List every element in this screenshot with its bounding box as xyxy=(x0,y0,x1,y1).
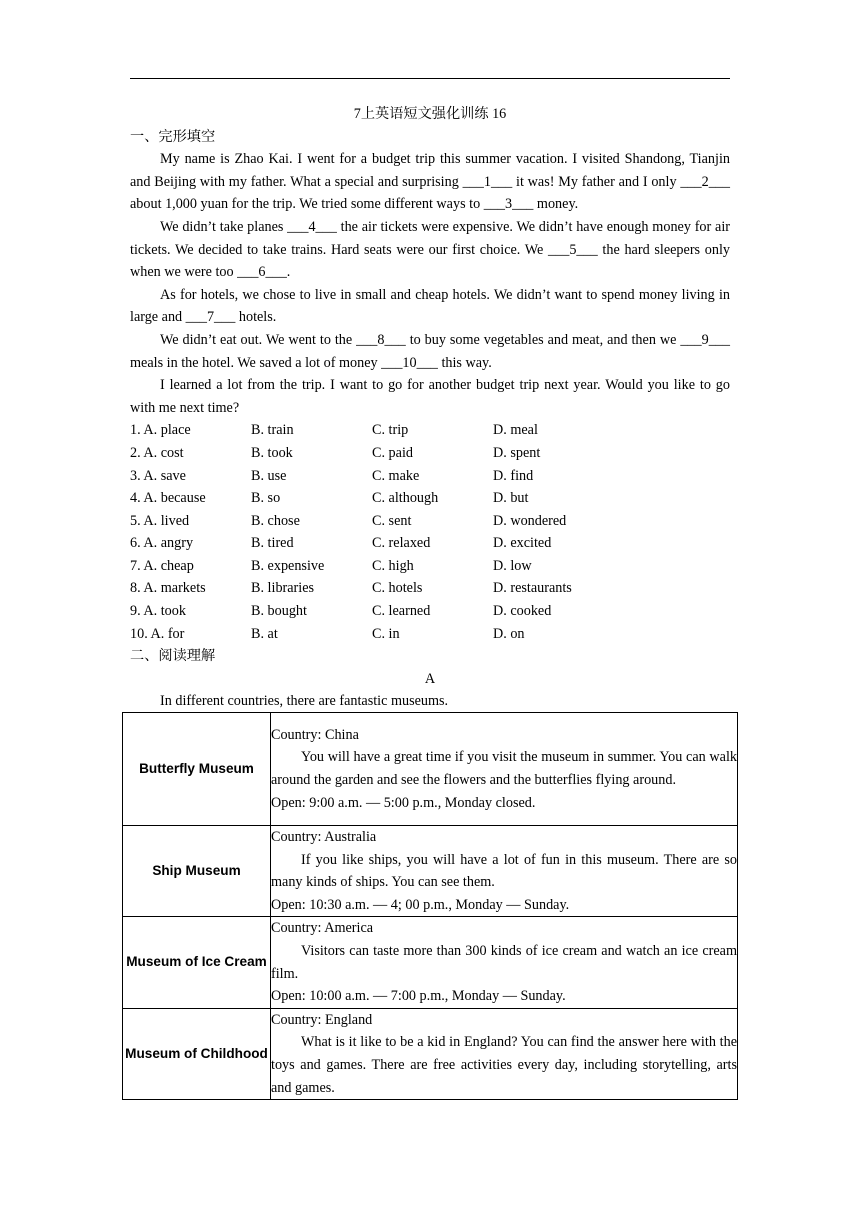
answer-options xyxy=(130,419,730,645)
option: D. spent xyxy=(493,444,541,461)
option: B. chose xyxy=(251,512,300,529)
museum-description: If you like ships, you will have a lot of fun in this museum. There are so many kinds of ships. You can see them. xyxy=(271,851,737,891)
option: B. train xyxy=(251,422,294,439)
header-rule xyxy=(130,78,730,79)
option: B. so xyxy=(251,490,281,507)
museum-country: Country: England xyxy=(271,1011,373,1028)
option: 5. A. lived xyxy=(130,512,190,529)
option: B. at xyxy=(251,625,278,642)
option: D. excited xyxy=(493,535,552,552)
option: C. high xyxy=(372,557,414,574)
option: C. trip xyxy=(372,422,409,439)
option: D. low xyxy=(493,557,532,574)
option: C. make xyxy=(372,467,420,484)
option: D. wondered xyxy=(493,512,567,529)
option-row xyxy=(130,555,730,578)
museum-name: Museum of Ice Cream xyxy=(123,917,271,1008)
option: D. meal xyxy=(493,422,538,439)
option: B. use xyxy=(251,467,287,484)
option: C. paid xyxy=(372,444,413,461)
museum-name: Ship Museum xyxy=(123,826,271,917)
option-row xyxy=(130,465,730,488)
option: 3. A. save xyxy=(130,467,186,484)
passage-paragraph: My name is Zhao Kai. I went for a budget trip this summer vacation. I visited Shandong, Tianjin and Beijing with my father. What a special and surprising ___1___ it was! My father and I only ___2___ about 1,000 yuan for the trip. We tried some different ways to ___3___ money. xyxy=(130,151,730,213)
option: C. although xyxy=(372,490,439,507)
option-row xyxy=(130,487,730,510)
option: D. on xyxy=(493,625,525,642)
option: D. cooked xyxy=(493,603,552,620)
option: C. sent xyxy=(372,512,412,529)
passage-paragraph: We didn’t eat out. We went to the ___8___ to buy some vegetables and meat, and then we ___9___ meals in the hotel. We saved a lot of money ___10___ this way. xyxy=(130,331,730,371)
option: B. tired xyxy=(251,535,294,552)
option: C. hotels xyxy=(372,580,423,597)
table-row xyxy=(123,917,738,1008)
museum-info xyxy=(271,1008,738,1099)
option-row xyxy=(130,510,730,533)
option: B. bought xyxy=(251,603,307,620)
option: B. took xyxy=(251,444,293,461)
option-row xyxy=(130,577,730,600)
option: C. relaxed xyxy=(372,535,431,552)
museum-name: Museum of Childhood xyxy=(123,1008,271,1099)
section-heading-reading: 二、阅读理解 xyxy=(130,648,216,665)
option: 1. A. place xyxy=(130,422,191,439)
option: 7. A. cheap xyxy=(130,557,194,574)
museum-table xyxy=(122,712,738,1100)
option-row xyxy=(130,419,730,442)
table-row xyxy=(123,713,738,826)
option-row xyxy=(130,532,730,555)
option: 8. A. markets xyxy=(130,580,206,597)
museum-info xyxy=(271,826,738,917)
option: 6. A. angry xyxy=(130,535,194,552)
page-title: 7上英语短文强化训练 16 xyxy=(353,106,507,122)
option-row xyxy=(130,600,730,623)
museum-description: Visitors can taste more than 300 kinds of ice cream and watch an ice cream film. xyxy=(271,942,737,982)
table-row xyxy=(123,1008,738,1099)
museum-info xyxy=(271,713,738,826)
museum-country: Country: America xyxy=(271,920,374,937)
passage-paragraph: We didn’t take planes ___4___ the air tickets were expensive. We didn’t have enough money for air tickets. We decided to take trains. Hard seats were our first choice. We ___5___ the hard sleepers only when we were too ___6___. xyxy=(130,218,730,281)
museum-hours: Open: 9:00 a.m. — 5:00 p.m., Monday closed. xyxy=(271,794,536,811)
passage-paragraph: I learned a lot from the trip. I want to go for another budget trip next year. Would you like to go with me next time? xyxy=(130,377,730,416)
option-row xyxy=(130,442,730,465)
museum-info xyxy=(271,917,738,1008)
option: C. in xyxy=(372,625,400,642)
option: D. find xyxy=(493,467,534,484)
table-row xyxy=(123,826,738,917)
part-letter: A xyxy=(424,670,436,687)
museum-hours: Open: 10:00 a.m. — 7:00 p.m., Monday — Sunday. xyxy=(271,988,566,1005)
museum-country: Country: Australia xyxy=(271,829,377,845)
passage-paragraph: As for hotels, we chose to live in small and cheap hotels. We didn’t want to spend money living in large and ___7___ hotels. xyxy=(130,286,730,326)
museum-name: Butterfly Museum xyxy=(123,713,271,826)
option: C. learned xyxy=(372,603,431,620)
option: 10. A. for xyxy=(130,625,185,642)
option: B. libraries xyxy=(251,580,315,597)
museum-hours: Open: 10:30 a.m. — 4; 00 p.m., Monday — Sunday. xyxy=(271,896,570,913)
museum-description: You will have a great time if you visit the museum in summer. You can walk around the garden and see the flowers and the butterflies flying around. xyxy=(271,749,737,788)
option: 4. A. because xyxy=(130,490,206,507)
museum-country: Country: China xyxy=(271,726,359,743)
option-row xyxy=(130,623,730,646)
part-intro: In different countries, there are fantastic museums. xyxy=(160,693,449,710)
museum-description: What is it like to be a kid in England? You can find the answer here with the toys and games. There are free activities every day, including storytelling, arts and games. xyxy=(271,1034,737,1096)
option: D. but xyxy=(493,490,529,507)
section-heading-cloze: 一、完形填空 xyxy=(130,128,216,145)
option: 9. A. took xyxy=(130,603,186,620)
option: 2. A. cost xyxy=(130,444,184,461)
document-body xyxy=(130,103,730,713)
option: D. restaurants xyxy=(493,580,572,597)
option: B. expensive xyxy=(251,557,325,574)
